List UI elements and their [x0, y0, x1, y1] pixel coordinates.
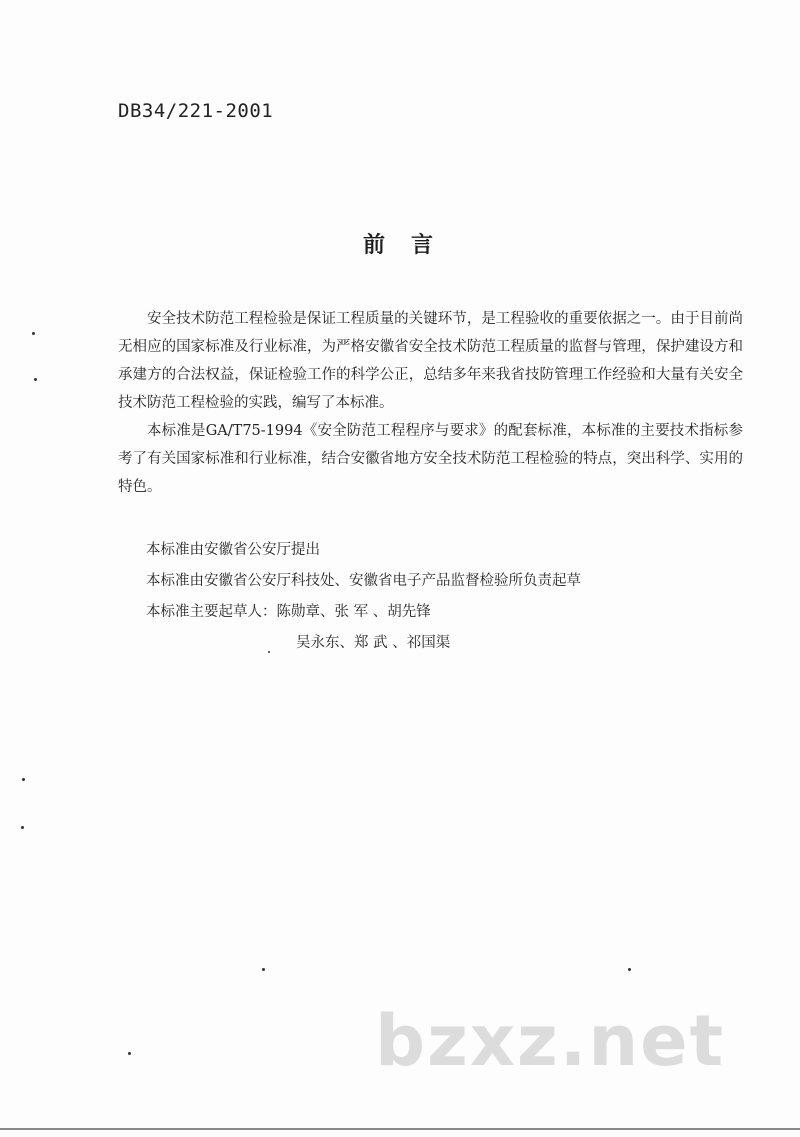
- scan-speck: [21, 826, 24, 829]
- foreword-body: [118, 305, 743, 501]
- scan-speck: [628, 968, 631, 971]
- page-edge-line: [0, 1128, 800, 1130]
- paragraph-2: 本标准是GA/T75-1994《安全防范工程程序与要求》的配套标准，本标准的主要技术指标参考了有关国家标准和行业标准，结合安徽省地方安全技术防范工程检验的特点，突出科学、实用的特色。: [118, 423, 743, 495]
- drafters-line-2: 吴永东、郑 武 、祁国渠: [296, 635, 451, 651]
- scan-speck: [22, 778, 25, 781]
- drafting-org-line: 本标准由安徽省公安厅科技处、安徽省电子产品监督检验所负责起草: [146, 573, 581, 589]
- scan-speck: [268, 651, 270, 653]
- credits-block: [146, 535, 581, 659]
- proposer-line: 本标准由安徽省公安厅提出: [146, 542, 320, 558]
- drafters-line-1: 本标准主要起草人：陈勋章、张 军 、胡先锋: [146, 604, 431, 620]
- scan-speck: [128, 1052, 131, 1055]
- scan-speck: [32, 332, 35, 335]
- paragraph-1: 安全技术防范工程检验是保证工程质量的关键环节，是工程验收的重要依据之一。由于目前尚无相应的国家标准及行业标准，为严格安徽省安全技术防范工程质量的监督与管理，保护建设方和承建方的合法权益，保证检验工作的科学公正，总结多年来我省技防管理工作经验和大量有关安全技术防范工程检验的实践，编写了本标准。: [118, 311, 743, 411]
- scan-speck: [262, 968, 265, 971]
- standard-code: DB34/221-2001: [118, 100, 274, 122]
- page-title: 前言: [362, 232, 459, 258]
- watermark-logo: bzxz.net: [375, 1000, 726, 1082]
- scan-speck: [34, 378, 37, 381]
